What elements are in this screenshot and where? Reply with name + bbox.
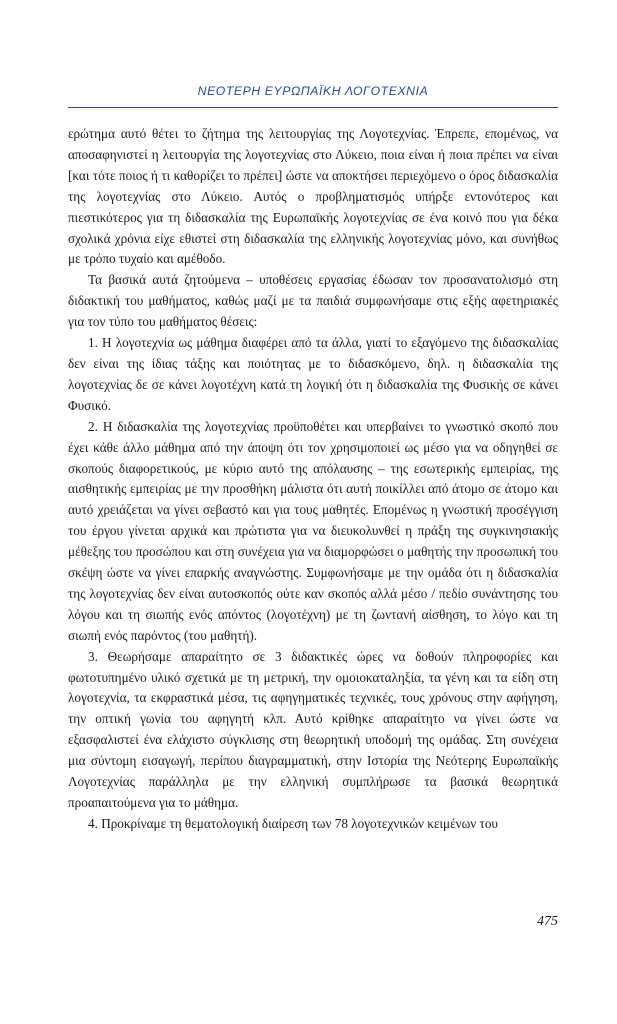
body-text (68, 124, 558, 835)
paragraph-point-3: 3. Θεωρήσαμε απαραίτητο σε 3 διδακτικές ώρες να δοθούν πληροφορίες και φωτοτυπημένο υλικό σχετικά με τη μετρική, την ομοιοκαταληξία, τα γένη και τα είδη στη λογοτεχνία, τα εκφραστικά μέσα, τις αφηγηματικές τεχνικές, τους χρόνους στην αφήγηση, την οπτική γωνία του αφηγητή κλπ. Αυτό κρίθηκε απαραίτητο να γίνει ώστε να εξασφαλιστεί ένα ελάχιστο σύγκλισης στη θεωρητική υποδομή της ομάδας. Στη συνέχεια μια σύντομη εισαγωγή, περίπου διαγραμματική, στην Ιστορία της Νεότερης Ευρωπαϊκής Λογοτεχνίας παράλληλα με την ελληνική συμπλήρωσε τα βασικά θεωρητικά προαπαιτούμενα για το μάθημα. (68, 648, 558, 810)
running-head: ΝΕΟΤΕΡΗ ΕΥΡΩΠΑΪΚΗ ΛΟΓΟΤΕΧΝΙΑ (197, 84, 429, 98)
paragraph: Τα βασικά αυτά ζητούμενα – υποθέσεις εργασίας έδωσαν τον προσανατολισμό στη διδακτική του μαθήματος, καθώς μαζί με τα παιδιά συμφωνήσαμε στις εξής αφετηριακές για τον τύπο του μαθήματος θέσεις: (68, 272, 558, 330)
header-rule (68, 107, 558, 108)
paragraph-continued: ερώτημα αυτό θέτει το ζήτημα της λειτουργίας της Λογοτεχνίας. Έπρεπε, επομένως, να αποσαφηνιστεί η λειτουργία της λογοτεχνίας στο Λύκειο, ποια είναι ή ποια πρέπει να είναι [και τότε ποιος ή τι καθορίζει το πρέπει] ώστε να αποκτήσει περιεχόμενο ο όρος διδασκαλία της λογοτεχνίας στο Λύκειο. Αυτός ο προβληματισμός υπήρξε εντονότερος και πιεστικότερος για τη διδασκαλία της Ευρωπαϊκής λογοτεχνίας σε ένα κοινό που για δέκα σχολικά χρόνια είχε εθιστεί στη διδασκαλία της ελληνικής λογοτεχνίας μόνο, και συνήθως με τρόπο τυχαίο και αμέθοδο. (68, 126, 558, 267)
page-number: 475 (537, 914, 558, 929)
paragraph-point-1: 1. Η λογοτεχνία ως μάθημα διαφέρει από τα άλλα, γιατί το εξαγόμενο της διδασκαλίας δεν είναι της ίδιας τάξης και ποιότητας με το διδασκόμενο, δηλ. η διδασκαλία της λογοτεχνίας δε σε κάνει λογοτέχνη κατά τη λογική ότι η διδασκαλία της Φυσικής σε κάνει Φυσικό. (68, 335, 558, 413)
paragraph-point-2: 2. Η διδασκαλία της λογοτεχνίας προϋποθέτει και υπερβαίνει το γνωστικό σκοπό που έχει κάθε άλλο μάθημα από την άποψη ότι τον χρησιμοποιεί ως μέσο για να οδηγηθεί σε σκοπούς διαφορετικούς, με κύριο αυτό της απόλαυσης – της εσωτερικής εμπειρίας, της αισθητικής εμπειρίας με την προσθήκη μάλιστα ότι αυτή ποικίλλει από άτομο σε άτομο και αυτό χρειάζεται να γίνει σεβαστό και για τους μαθητές. Επομένως η γνωστική προσέγγιση του έργου γίνεται αρχικά και πρώτιστα για να διευκολυνθεί η πράξη της συγκινησιακής μέθεξης του προσώπου και στη συνέχεια για να διαμορφώσει ο μαθητής την προσωπική του σκέψη ώστε να γίνει επαρκής αναγνώστης. Συμφωνήσαμε με την ομάδα ότι η διδασκαλία της λογοτεχνίας δεν είναι αυτοσκοπός ούτε καν σκοπός αλλά μέσο / πεδίο συνάντησης του λόγου και τη σιωπής ενός απόντος (λογοτέχνη) με τη ζωντανή αίσθηση, το λόγο και τη σιωπή ενός παρόντος (του μαθητή). (68, 418, 558, 643)
paragraph-point-4: 4. Προκρίναμε τη θεματολογική διαίρεση των 78 λογοτεχνικών κειμένων του (88, 815, 498, 831)
